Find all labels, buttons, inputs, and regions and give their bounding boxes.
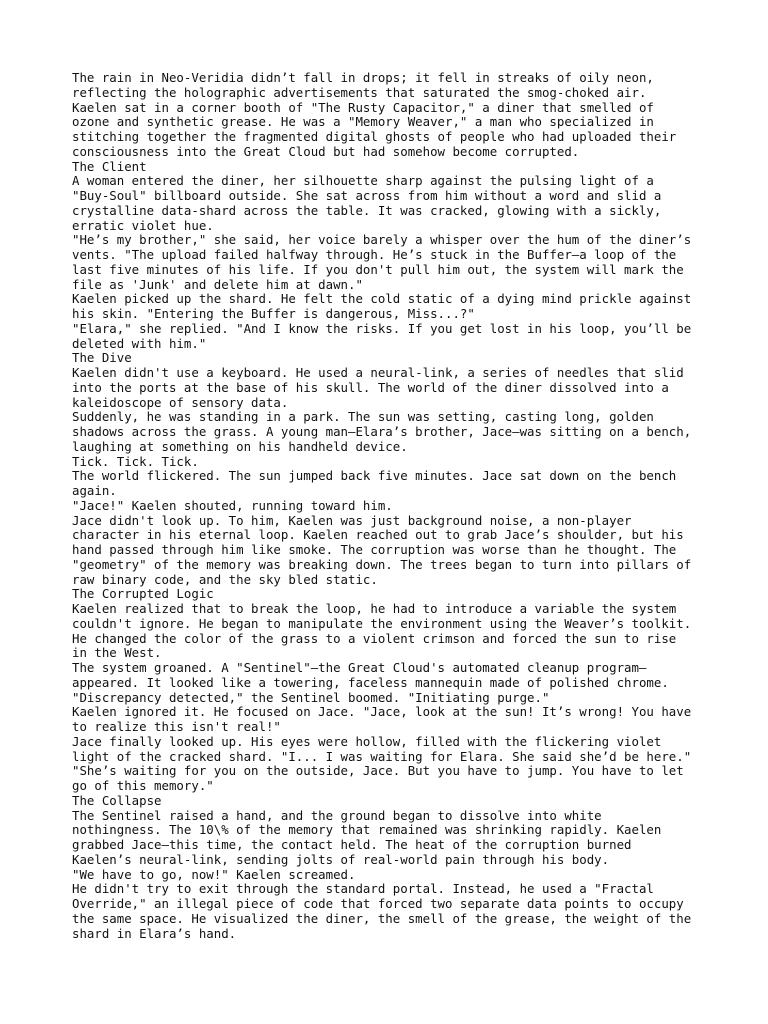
text-line: "Discrepancy detected," the Sentinel boomed. "Initiating purge."	[72, 689, 550, 705]
text-line: Jace didn't look up. To him, Kaelen was just background noise, a non-player	[72, 512, 632, 528]
text-line: hand passed through him like smoke. The corruption was worse than he thought. The	[72, 542, 677, 557]
text-line: He didn't try to exit through the standard portal. Instead, he used a "Fractal	[72, 881, 654, 897]
text-line: "He’s my brother," she said, her voice barely a whisper over the hum of the diner’s	[72, 232, 692, 248]
text-line: kaleidoscope of sensory data.	[72, 394, 289, 410]
text-line: Kaelen ignored it. He focused on Jace. "Jace, look at the sun! It’s wrong! You have	[72, 704, 692, 720]
text-line: The Dive	[72, 350, 132, 366]
text-line: "We have to go, now!" Kaelen screamed.	[72, 866, 356, 882]
text-line: Kaelen picked up the shard. He felt the cold static of a dying mind prickle against	[72, 291, 692, 307]
text-line: deleted with him."	[72, 335, 207, 351]
text-line: nothingness. The 10\% of the memory that remained was shrinking rapidly. Kaelen	[72, 822, 662, 838]
text-line: Tick. Tick. Tick.	[72, 453, 199, 469]
text-line: appeared. It looked like a towering, faceless mannequin made of polished chrome.	[72, 674, 669, 690]
text-line: shadows across the grass. A young man—Elara’s brother, Jace—was sitting on a bench,	[72, 424, 692, 439]
story-text	[72, 71, 702, 941]
text-line: character in his eternal loop. Kaelen reached out to grab Jace’s shoulder, but his	[72, 527, 684, 543]
text-line: "Jace!" Kaelen shouted, running toward him.	[72, 497, 393, 513]
text-line: file as 'Junk' and delete him at dawn."	[72, 276, 363, 292]
text-line: crystalline data-shard across the table. It was cracked, glowing with a sickly,	[72, 202, 662, 218]
text-line: erratic violet hue.	[72, 217, 214, 233]
text-line: "Buy-Soul" billboard outside. She sat across from him without a word and slid a	[72, 188, 662, 203]
text-line: go of this memory."	[72, 778, 214, 793]
text-line: The Collapse	[72, 792, 162, 808]
text-line: Kaelen didn't use a keyboard. He used a neural-link, a series of needles that slid	[72, 365, 684, 380]
text-line: to realize this isn't real!"	[72, 719, 281, 734]
text-line: couldn't ignore. He began to manipulate the environment using the Weaver’s toolkit.	[72, 615, 692, 631]
text-line: A woman entered the diner, her silhouette sharp against the pulsing light of a	[72, 173, 654, 189]
text-line: "Elara," she replied. "And I know the risks. If you get lost in his loop, you’ll be	[72, 320, 692, 336]
text-line: The Corrupted Logic	[72, 586, 214, 602]
text-line: ozone and synthetic grease. He was a "Memory Weaver," a man who specialized in	[72, 114, 654, 130]
text-line: reflecting the holographic advertisements that saturated the smog-choked air.	[72, 84, 647, 100]
text-line: The system groaned. A "Sentinel"—the Great Cloud's automated cleanup program—	[72, 660, 647, 675]
text-line: The Sentinel raised a hand, and the ground began to dissolve into white	[72, 807, 602, 823]
text-line: vents. "The upload failed halfway through. He’s stuck in the Buffer—a loop of the	[72, 247, 677, 262]
text-line: Jace finally looked up. His eyes were hollow, filled with the flickering violet	[72, 733, 662, 749]
text-line: laughing at something on his handheld device.	[72, 438, 408, 454]
text-line: The world flickered. The sun jumped back five minutes. Jace sat down on the bench	[72, 468, 677, 484]
text-line: in the West.	[72, 645, 162, 661]
text-line: Override," an illegal piece of code that forced two separate data points to occupy	[72, 896, 684, 911]
text-line: raw binary code, and the sky bled static.	[72, 571, 378, 587]
text-line: light of the cracked shard. "I... I was waiting for Elara. She said she’d be here."	[72, 748, 692, 764]
text-line: The rain in Neo-Veridia didn’t fall in drops; it fell in streaks of oily neon,	[72, 70, 654, 85]
text-line: again.	[72, 483, 117, 498]
document-page	[72, 71, 702, 941]
text-line: "She’s waiting for you on the outside, Jace. But you have to jump. You have to let	[72, 763, 684, 779]
text-line: "geometry" of the memory was breaking down. The trees began to turn into pillars of	[72, 556, 692, 572]
text-line: stitching together the fragmented digital ghosts of people who had uploaded their	[72, 129, 677, 144]
text-line: the same space. He visualized the diner, the smell of the grease, the weight of the	[72, 910, 692, 926]
text-line: into the ports at the base of his skull. The world of the diner dissolved into a	[72, 379, 669, 395]
text-line: Kaelen realized that to break the loop, he had to introduce a variable the system	[72, 601, 677, 616]
text-line: grabbed Jace—this time, the contact held. The heat of the corruption burned	[72, 837, 632, 852]
text-line: shard in Elara’s hand.	[72, 925, 237, 941]
text-line: his skin. "Entering the Buffer is dangerous, Miss...?"	[72, 306, 475, 321]
text-line: He changed the color of the grass to a violent crimson and forced the sun to rise	[72, 630, 677, 646]
text-line: Kaelen’s neural-link, sending jolts of real-world pain through his body.	[72, 851, 610, 867]
text-line: last five minutes of his life. If you don't pull him out, the system will mark the	[72, 261, 684, 277]
text-line: Kaelen sat in a corner booth of "The Rusty Capacitor," a diner that smelled of	[72, 99, 654, 115]
text-line: Suddenly, he was standing in a park. The sun was setting, casting long, golden	[72, 409, 654, 425]
text-line: The Client	[72, 158, 147, 174]
text-line: consciousness into the Great Cloud but had somehow become corrupted.	[72, 143, 580, 159]
